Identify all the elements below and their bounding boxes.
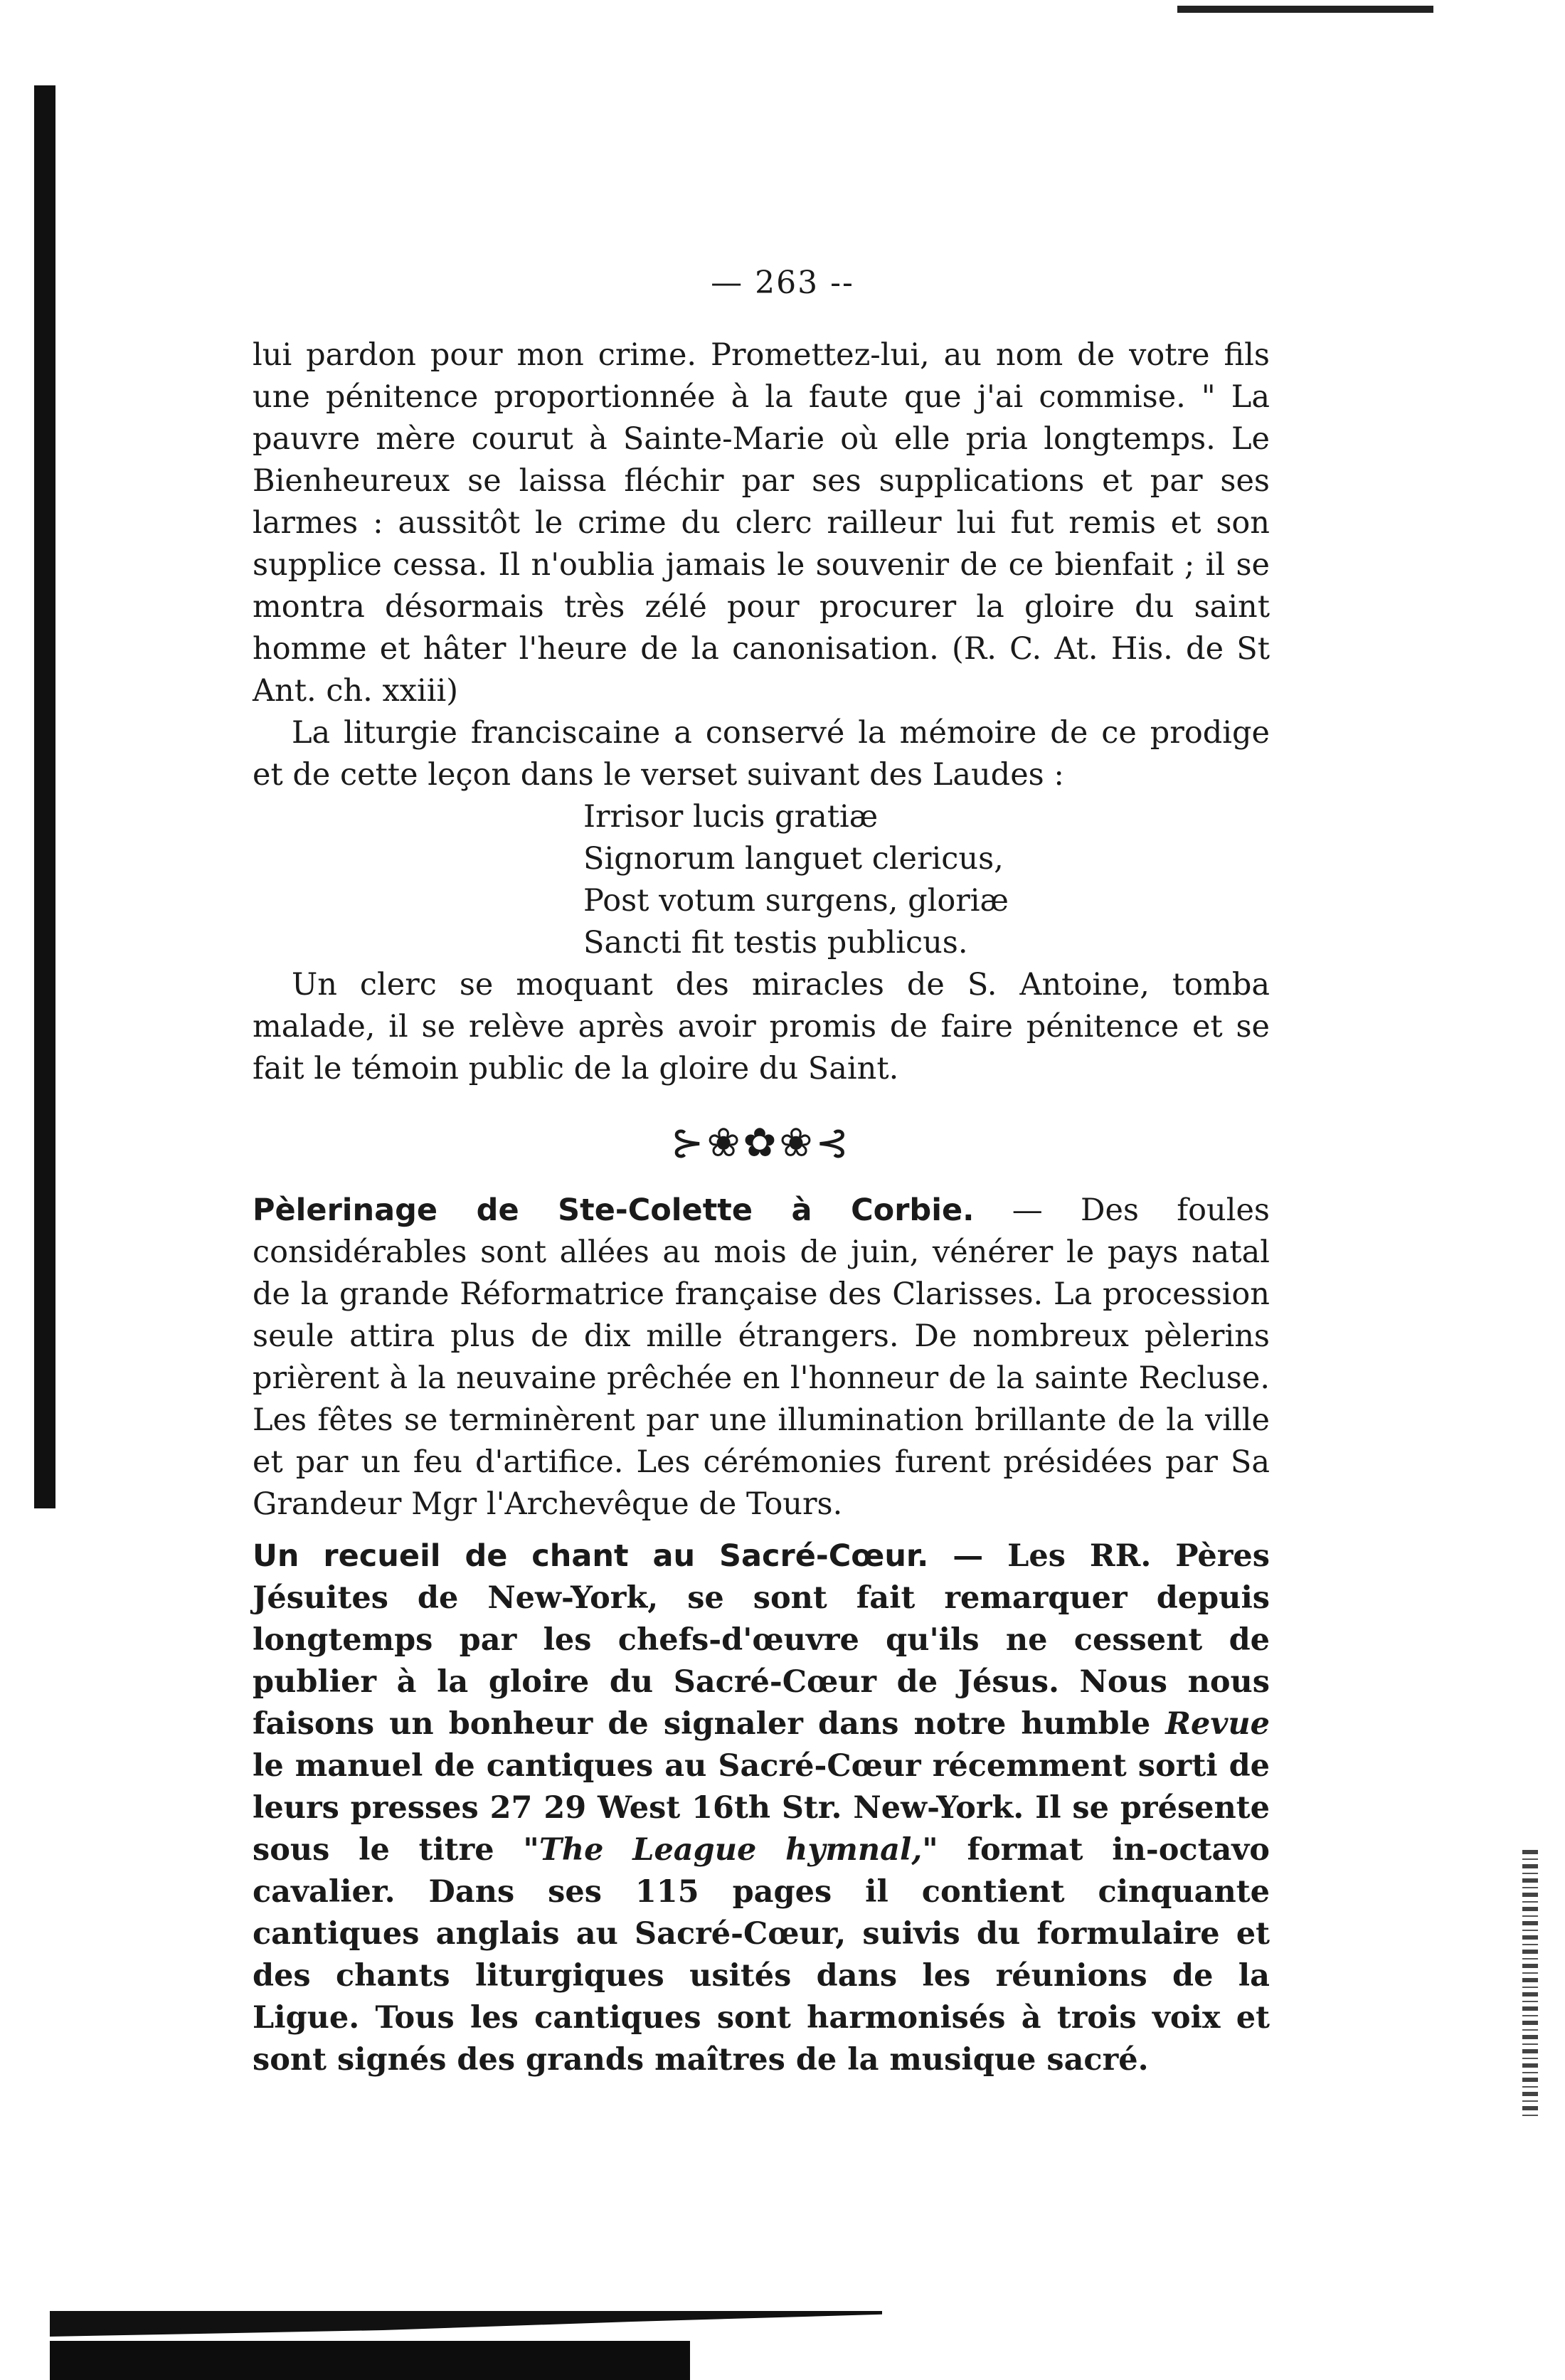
hymnal-heading: Un recueil de chant au Sacré-Cœur. [253, 1538, 929, 1574]
summary-paragraph: Un clerc se moquant des miracles de S. Antoine, tomba malade, il se relève après avoir promis de faire pénitence et se fait le témoin public de la gloire du Saint. [253, 967, 1270, 1086]
liturgy-paragraph: La liturgie franciscaine a conservé la mémoire de ce prodige et de cette leçon dans le verset suivant des Laudes : [253, 715, 1270, 793]
verse-line: Signorum languet clericus, [583, 841, 1004, 877]
hymnal-text-c: " format in-octavo cavalier. Dans ses 115 pages il contient cinquante cantiques anglais au Sacré-Cœur, suivis du formulaire et des chants liturgiques usités dans les réunions de la Ligue. Tous les cantiques sont harmonisés à trois voix et sont signés des grands maîtres de la musique sacré. [253, 1832, 1270, 2078]
floral-ornament-divider: ⊱❀✿❀⊰ [670, 1120, 852, 1166]
latin-verse [253, 796, 1270, 964]
page-body [253, 334, 1270, 2081]
verse-line: Sancti fit testis publicus. [583, 925, 968, 961]
scan-edge-top [1177, 6, 1433, 13]
verse-line: Post votum surgens, gloriæ [583, 883, 1009, 919]
revue-word: Revue [1165, 1706, 1270, 1742]
hymnal-text-b: le manuel de cantiques au Sacré-Cœur récemment sorti de leurs presses 27 29 West 16th Str. New-York. Il se présente sous le titre " [253, 1748, 1270, 1868]
scan-edge-right [1522, 1850, 1538, 2120]
scan-edge-bottom-dark [50, 2341, 690, 2380]
hymnal-text-a: — Les RR. Pères Jésuites de New-York, se sont fait remarquer depuis longtemps par les chefs-d'œuvre qu'ils ne cessent de publier à la gloire du Sacré-Cœur de Jésus. Nous nous faisons un bonheur de signaler dans notre humble [253, 1538, 1270, 1742]
hymnal-title: The League hymnal, [539, 1832, 923, 1868]
pilgrimage-paragraph [253, 1190, 1270, 1525]
page-number: — 263 -- [711, 265, 854, 301]
story-paragraph: lui pardon pour mon crime. Promettez-lui, au nom de votre fils une pénitence proportionnée à la faute que j'ai commise. " La pauvre mère courut à Sainte-Marie où elle pria longtemps. Le Bienheureux se laissa fléchir par ses supplications et par ses larmes : aussitôt le crime du clerc railleur lui fut remis et son supplice cessa. Il n'oublia jamais le souvenir de ce bienfait ; il se montra désormais très zélé pour procurer la gloire du saint homme et hâter l'heure de la canonisation. (R. C. At. His. de St Ant. ch. xxiii) [253, 337, 1270, 709]
verse-line: Irrisor lucis gratiæ [583, 799, 879, 835]
pilgrimage-heading: Pèlerinage de Ste-Colette à Corbie. [253, 1192, 975, 1228]
pilgrimage-text: — Des foules considérables sont allées au mois de juin, vénérer le pays natal de la grande Réformatrice française des Clarisses. La procession seule attira plus de dix mille étrangers. De nombreux pèlerins prièrent à la neuvaine prêchée en l'honneur de la sainte Recluse. Les fêtes se terminèrent par une illumination brillante de la ville et par un feu d'artifice. Les cérémonies furent présidées par Sa Grandeur Mgr l'Archevêque de Tours. [253, 1192, 1270, 1522]
hymnal-paragraph [253, 1535, 1270, 2081]
